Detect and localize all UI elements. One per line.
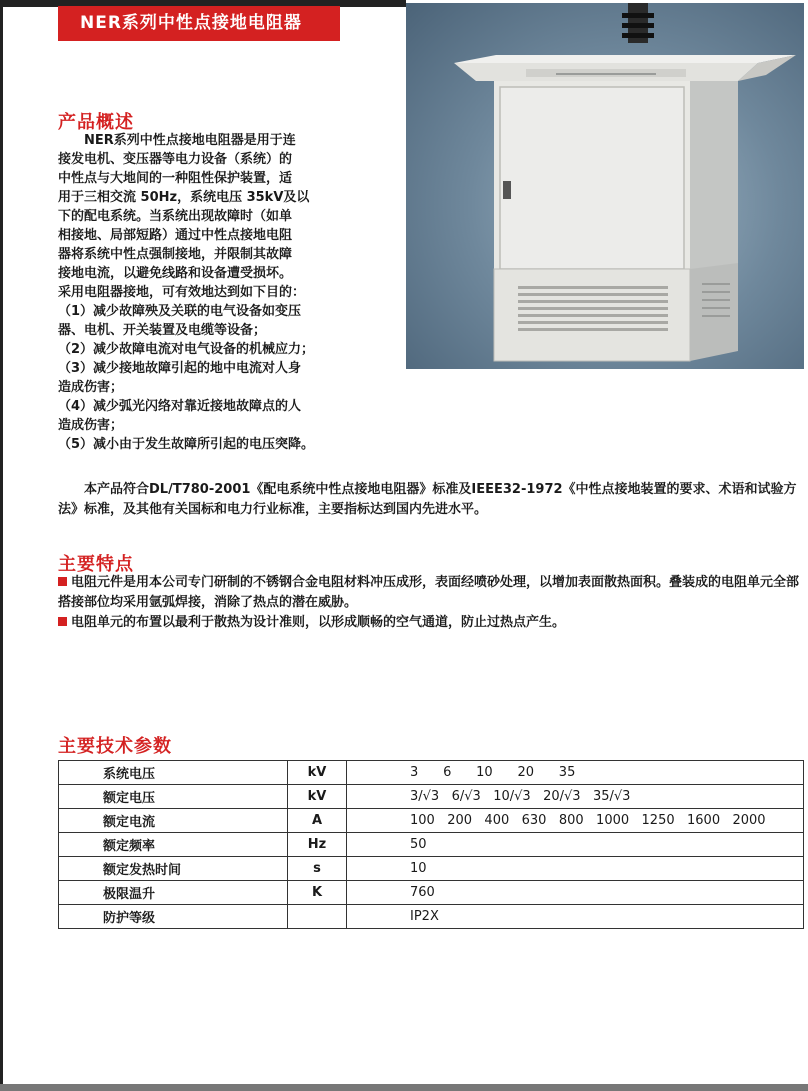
overview-line: 中性点与大地间的一种阻性保护装置，适	[58, 171, 293, 186]
overview-line: NER系列中性点接地电阻器是用于连	[84, 133, 296, 148]
param-value: 3/√3 6/√3 10/√3 20/√3 35/√3	[347, 785, 804, 809]
table-row	[59, 881, 804, 905]
feature-item	[58, 613, 806, 633]
param-name: 额定频率	[59, 833, 288, 857]
overview-line: （4）减少弧光闪络对靠近接地故障点的人	[58, 399, 302, 414]
feature-item	[58, 573, 806, 613]
param-value: 760	[347, 881, 804, 905]
param-unit: Hz	[288, 833, 347, 857]
overview-line: 采用电阻器接地，可有效地达到如下目的：	[58, 285, 306, 300]
overview-line: 接发电机、变压器等电力设备（系统）的	[58, 152, 293, 167]
param-unit: kV	[288, 761, 347, 785]
product-photo	[406, 3, 804, 369]
overview-line: 器将系统中性点强制接地，并限制其故障	[58, 247, 293, 262]
overview-line: （1）减少故障殃及关联的电气设备如变压	[58, 304, 302, 319]
overview-line: 下的配电系统。当系统出现故障时（如单	[58, 209, 293, 224]
feature-text: 电阻元件是用本公司专门研制的不锈钢合金电阻材料冲压成形，表面经喷砂处理，以增加表面散热面积。叠装成的电阻单元全部搭接部位均采用氩弧焊接，消除了热点的潜在威胁。	[58, 575, 800, 610]
feature-text: 电阻单元的布置以最利于散热为设计准则，以形成顺畅的空气通道，防止过热点产生。	[71, 615, 566, 630]
features-heading: 主要特点	[58, 554, 134, 575]
overview-line: （5）减小由于发生故障所引起的电压突降。	[58, 437, 315, 452]
table-row	[59, 785, 804, 809]
red-square-bullet-icon	[58, 617, 67, 626]
table-row	[59, 809, 804, 833]
param-unit: K	[288, 881, 347, 905]
param-value: 50	[347, 833, 804, 857]
param-value: 3 6 10 20 35	[347, 761, 804, 785]
standard-paragraph	[58, 480, 806, 520]
overview-line: 造成伤害；	[58, 380, 124, 395]
param-name: 额定电流	[59, 809, 288, 833]
param-name: 系统电压	[59, 761, 288, 785]
page-title: NER系列中性点接地电阻器	[58, 6, 340, 41]
param-name: 额定电压	[59, 785, 288, 809]
param-unit	[288, 905, 347, 929]
param-unit: kV	[288, 785, 347, 809]
overview-line: 器、电机、开关装置及电缆等设备；	[58, 323, 267, 338]
param-name: 防护等级	[59, 905, 288, 929]
red-square-bullet-icon	[58, 577, 67, 586]
param-value: 100 200 400 630 800 1000 1250 1600 2000	[347, 809, 804, 833]
param-unit: s	[288, 857, 347, 881]
overview-line: 造成伤害；	[58, 418, 124, 433]
overview-text	[58, 131, 403, 454]
param-name: 额定发热时间	[59, 857, 288, 881]
standard-text: 本产品符合DL/T780-2001《配电系统中性点接地电阻器》标准及IEEE32-1972《中性点接地装置的要求、术语和试验方法》标准，及其他有关国标和电力行业标准，主要指标达到国内先进水平。	[58, 482, 797, 517]
bottom-bar	[0, 1084, 808, 1091]
overview-line: 接地电流，以避免线路和设备遭受损坏。	[58, 266, 293, 281]
table-row	[59, 857, 804, 881]
specs-heading: 主要技术参数	[58, 736, 172, 757]
overview-line: （2）减少故障电流对电气设备的机械应力；	[58, 342, 315, 357]
specs-table	[58, 760, 804, 929]
overview-line: （3）减少接地故障引起的地中电流对人身	[58, 361, 302, 376]
param-value: IP2X	[347, 905, 804, 929]
cabinet-illustration	[406, 3, 804, 369]
param-name: 极限温升	[59, 881, 288, 905]
overview-line: 用于三相交流 50Hz，系统电压 35kV及以	[58, 190, 310, 205]
param-value: 10	[347, 857, 804, 881]
param-unit: A	[288, 809, 347, 833]
overview-line: 相接地、局部短路）通过中性点接地电阻	[58, 228, 293, 243]
left-border	[0, 0, 3, 1091]
table-row	[59, 833, 804, 857]
table-row	[59, 761, 804, 785]
table-row	[59, 905, 804, 929]
overview-heading: 产品概述	[58, 112, 134, 133]
